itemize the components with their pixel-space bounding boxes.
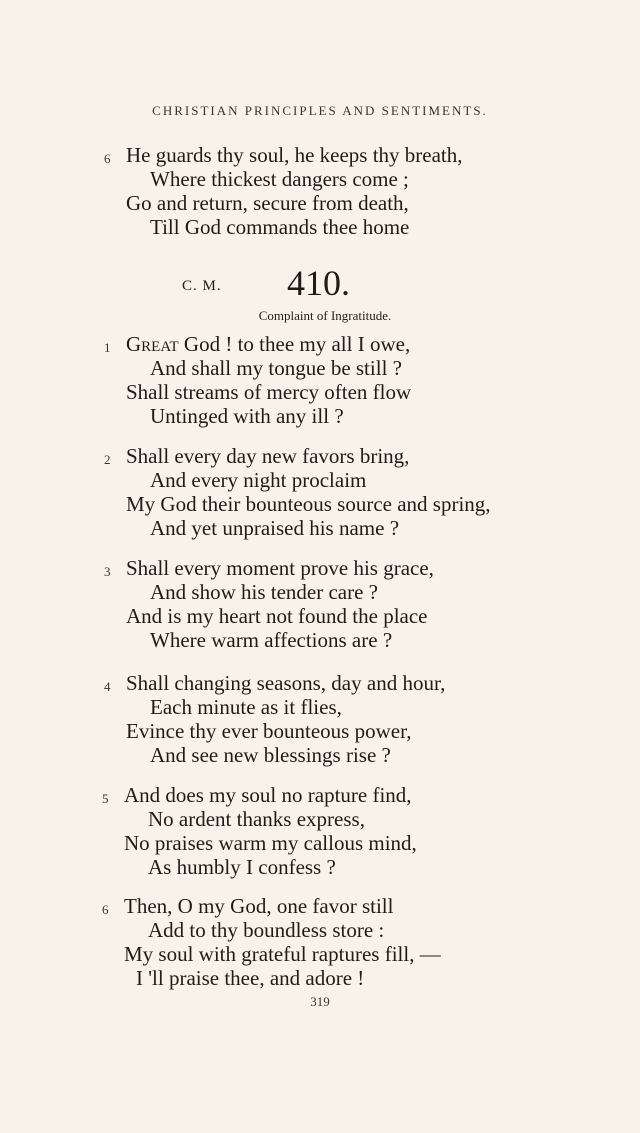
- verse-line: Till God commands thee home: [150, 215, 410, 239]
- verse-line: No praises warm my callous mind,: [124, 831, 417, 855]
- stanza-number: 4: [104, 679, 111, 694]
- verse-line: And show his tender care ?: [150, 580, 379, 604]
- verse-line: And is my heart not found the place: [126, 604, 428, 628]
- stanza-number: 2: [104, 452, 111, 467]
- hymn-title: Complaint of Ingratitude.: [258, 308, 392, 323]
- verse-line: [126, 332, 410, 356]
- verse-line: And does my soul no rapture find,: [124, 783, 412, 807]
- verse-line: And every night proclaim: [150, 468, 367, 492]
- first-word: Great: [126, 332, 179, 356]
- verse-line: My God their bounteous source and spring,: [126, 492, 491, 516]
- verse-line: Shall changing seasons, day and hour,: [126, 671, 446, 695]
- stanza-number: 6: [104, 151, 111, 166]
- verse-line: My soul with grateful raptures fill, —: [124, 942, 441, 966]
- verse-line: He guards thy soul, he keeps thy breath,: [126, 143, 463, 167]
- stanza-number: 3: [104, 564, 111, 579]
- verse-line: Each minute as it flies,: [150, 695, 342, 719]
- stanza-number: 5: [102, 791, 109, 806]
- verse-line-rest: God ! to thee my all I owe,: [178, 332, 411, 356]
- verse-line: Then, O my God, one favor still: [124, 894, 394, 918]
- verse-line: As humbly I confess ?: [148, 855, 336, 879]
- hymn-number: 410.: [287, 263, 350, 303]
- verse-line: Shall every moment prove his grace,: [126, 556, 434, 580]
- verse-line: Shall streams of mercy often flow: [126, 380, 412, 404]
- hymn-meter: C. M.: [182, 278, 222, 294]
- verse-line: Where warm affections are ?: [150, 628, 393, 652]
- verse-line: And shall my tongue be still ?: [150, 356, 402, 380]
- stanza-number: 1: [104, 340, 111, 355]
- verse-line: And yet unpraised his name ?: [150, 516, 400, 540]
- verse-line: Shall every day new favors bring,: [126, 444, 410, 468]
- verse-line: I 'll praise thee, and adore !: [136, 966, 365, 990]
- verse-line: No ardent thanks express,: [148, 807, 365, 831]
- verse-line: And see new blessings rise ?: [150, 743, 391, 767]
- verse-line: Untinged with any ill ?: [150, 404, 344, 428]
- stanza-number: 6: [102, 902, 109, 917]
- verse-line: Evince thy ever bounteous power,: [126, 719, 412, 743]
- page-number: 319: [310, 994, 330, 1009]
- running-head: CHRISTIAN PRINCIPLES AND SENTIMENTS.: [152, 103, 488, 118]
- verse-line: Where thickest dangers come ;: [150, 167, 409, 191]
- verse-line: Go and return, secure from death,: [126, 191, 409, 215]
- verse-line: Add to thy boundless store :: [148, 918, 385, 942]
